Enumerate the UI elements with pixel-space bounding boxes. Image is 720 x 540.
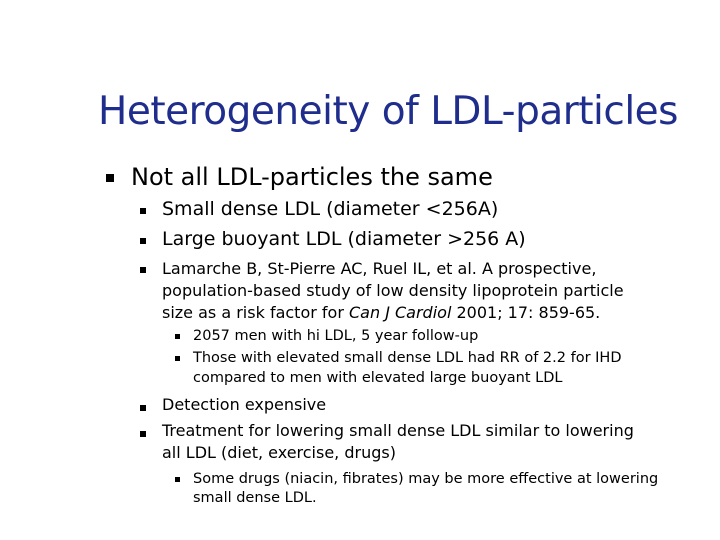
bullet-large-buoyant-ldl: Large buoyant LDL (diameter >256 A) <box>162 228 526 250</box>
bullet-some-drugs-line2: small dense LDL. <box>193 490 317 506</box>
bullet-reference-line1: Lamarche B, St-Pierre AC, Ruel IL, et al. A prospective, <box>162 259 597 278</box>
bullet-square-icon <box>175 334 180 339</box>
bullet-square-icon <box>140 431 146 437</box>
bullet-elevated-rr-line2: compared to men with elevated large buoyant LDL <box>193 370 563 386</box>
bullet-square-icon <box>140 267 146 273</box>
bullet-square-icon <box>175 356 180 361</box>
bullet-reference-line3 <box>162 303 600 323</box>
bullet-some-drugs-line1: Some drugs (niacin, fibrates) may be more effective at lowering <box>193 471 659 487</box>
bullet-square-icon <box>140 238 146 244</box>
bullet-detection-expensive: Detection expensive <box>162 395 327 414</box>
bullet-square-icon <box>140 405 146 411</box>
bullet-reference-line2: population-based study of low density lipoprotein particle <box>162 281 624 300</box>
bullet-square-icon <box>175 477 180 482</box>
bullet-square-icon <box>140 208 146 214</box>
bullet-elevated-rr-line1: Those with elevated small dense LDL had RR of 2.2 for IHD <box>193 350 622 366</box>
bullet-2057-men: 2057 men with hi LDL, 5 year follow-up <box>193 328 479 344</box>
slide-title: Heterogeneity of LDL-particles <box>98 89 678 134</box>
bullet-square-icon <box>106 174 114 182</box>
bullet-treatment-line2: all LDL (diet, exercise, drugs) <box>162 443 396 462</box>
journal-name: Can J Cardiol <box>348 303 452 322</box>
bullet-small-dense-ldl: Small dense LDL (diameter <256A) <box>162 198 499 220</box>
reference-text: size as a risk factor for <box>162 303 349 322</box>
reference-citation: 2001; 17: 859-65. <box>451 303 601 322</box>
bullet-not-all-same: Not all LDL-particles the same <box>131 163 493 191</box>
bullet-treatment-line1: Treatment for lowering small dense LDL similar to lowering <box>162 421 634 440</box>
